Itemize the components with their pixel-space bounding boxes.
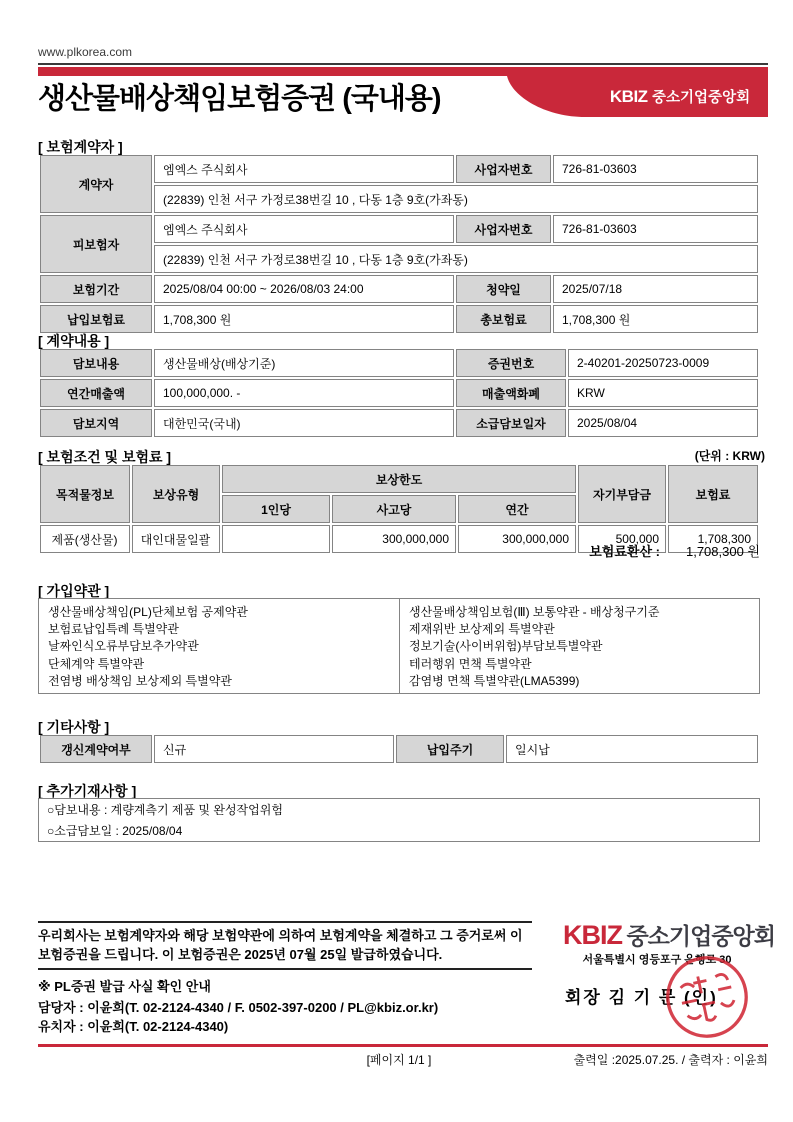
per-accident-value-cell: 300,000,000 [332, 525, 456, 553]
coverage-value-cell: 생산물배상(배상기준) [154, 349, 454, 377]
chairman-signature-line: 회장 김 기 문 (인) [565, 988, 718, 1007]
application-label-cell: 청약일 [456, 275, 551, 303]
insured-label-cell: 피보험자 [40, 215, 152, 273]
object-header-cell: 목적물정보 [40, 465, 130, 523]
insured-bizno-cell: 726-81-03603 [553, 215, 758, 243]
renewal-label-cell: 갱신계약여부 [40, 735, 152, 763]
table-row [40, 275, 758, 303]
contractor-address-cell: (22839) 인천 서구 가정로38번길 10 , 다동 1층 9호(가좌동) [154, 185, 758, 213]
sales-value-cell: 100,000,000. - [154, 379, 454, 407]
contractor-bizno-label-cell: 사업자번호 [456, 155, 551, 183]
issuance-notice: 우리회사는 보험계약자와 해당 보험약관에 의하여 보험계약을 체결하고 그 증거로써 이 보험증권을 드립니다. 이 보험증권은 2025년 07월 25일 발급하였습니다. [38, 928, 523, 962]
limit-group-header-cell: 보상한도 [222, 465, 576, 493]
org-address: 서울특별시 영등포구 은행로 30 [582, 954, 732, 966]
deductible-header-cell: 자기부담금 [578, 465, 666, 523]
kbiz-footer-org-name: 중소기업중앙회 [626, 923, 775, 949]
kbiz-footer-logo [563, 918, 775, 951]
type-header-cell: 보상유형 [132, 465, 220, 523]
kbiz-footer-brand: KBIZ [563, 920, 622, 950]
additional-line: ○담보내용 : 계량계측기 제품 및 완성작업위험 [47, 803, 283, 817]
insured-bizno-label-cell: 사업자번호 [456, 215, 551, 243]
insured-address-cell: (22839) 인천 서구 가정로38번길 10 , 다동 1층 9호(가좌동) [154, 245, 758, 273]
period-value-cell: 2025/08/04 00:00 ~ 2026/08/03 24:00 [154, 275, 454, 303]
period-label-cell: 보험기간 [40, 275, 152, 303]
currency-label-cell: 매출액화폐 [456, 379, 566, 407]
territory-label-cell: 담보지역 [40, 409, 152, 437]
payment-cycle-label-cell: 납입주기 [396, 735, 504, 763]
header-divider [38, 63, 768, 65]
additional-section-title: [ 추가기재사항 ] [38, 783, 137, 799]
manager-contact-line: 담당자 : 이윤희(T. 02-2124-4340 / F. 0502-397-0200 / PL@kbiz.or.kr) [38, 1000, 439, 1015]
website-url: www.plkorea.com [38, 45, 133, 59]
table-row [40, 409, 758, 437]
territory-value-cell: 대한민국(국내) [154, 409, 454, 437]
policy-no-label-cell: 증권번호 [456, 349, 566, 377]
pl-verification-title: ※ PL증권 발급 사실 확인 안내 [38, 979, 211, 994]
footer-divider-mid [38, 968, 532, 970]
clauses-left-column [39, 599, 399, 693]
clause-item: 정보기술(사이버위험)부담보특별약관 [409, 639, 603, 654]
clause-item: 전염병 배상책임 보상제외 특별약관 [48, 673, 232, 688]
footer-red-line [38, 1044, 768, 1047]
print-info: 출력일 :2025.07.25. / 출력자 : 이윤희 [573, 1053, 768, 1067]
clauses-right-column [399, 599, 759, 693]
clause-item: 감염병 면책 특별약관(LMA5399) [409, 673, 580, 688]
policyholder-table [38, 153, 760, 335]
premium-value-cell: 1,708,300 [668, 525, 758, 553]
insured-name-cell: 엠엑스 주식회사 [154, 215, 454, 243]
paid-premium-cell: 1,708,300 원 [154, 305, 454, 333]
unit-note: (단위 : KRW) [694, 449, 765, 463]
sales-label-cell: 연간매출액 [40, 379, 152, 407]
premium-conversion-line [38, 541, 760, 560]
policy-no-cell: 2-40201-20250723-0009 [568, 349, 758, 377]
clause-item: 생산물배상책임보험(Ⅲ) 보통약관 - 배상청구기준 [409, 605, 660, 620]
application-date-cell: 2025/07/18 [553, 275, 758, 303]
object-value-cell: 제품(생산물) [40, 525, 130, 553]
page-indicator: [페이지 1/1 ] [366, 1053, 432, 1067]
table-row [40, 349, 758, 377]
contractor-name-cell: 엠엑스 주식회사 [154, 155, 454, 183]
annual-value-cell: 300,000,000 [458, 525, 576, 553]
clauses-section-title: [ 가입약관 ] [38, 583, 110, 599]
clause-item: 생산물배상책임(PL)단체보험 공제약관 [48, 605, 248, 620]
coverage-label-cell: 담보내용 [40, 349, 152, 377]
kbiz-brand-text: KBIZ [609, 87, 648, 106]
contractor-bizno-cell: 726-81-03603 [553, 155, 758, 183]
table-header-row [40, 465, 758, 493]
type-value-cell: 대인대물일괄 [132, 525, 220, 553]
premium-header-cell: 보험료 [668, 465, 758, 523]
agent-contact-line: 유치자 : 이윤희(T. 02-2124-4340) [38, 1019, 229, 1034]
total-premium-cell: 1,708,300 원 [553, 305, 758, 333]
clause-item: 제재위반 보상제외 특별약관 [409, 622, 555, 637]
clause-item: 날짜인식오류부담보추가약관 [48, 639, 199, 654]
annual-header-cell: 연간 [458, 495, 576, 523]
deductible-value-cell: 500,000 [578, 525, 666, 553]
contract-section-title: [ 계약내용 ] [38, 333, 110, 349]
paid-premium-label-cell: 납입보험료 [40, 305, 152, 333]
additional-box [38, 798, 760, 842]
table-row [40, 379, 758, 407]
etc-table [38, 733, 760, 765]
retro-date-cell: 2025/08/04 [568, 409, 758, 437]
contractor-label-cell: 계약자 [40, 155, 152, 213]
conversion-value: 1,708,300 원 [685, 544, 760, 559]
table-row [40, 305, 758, 333]
contract-table [38, 347, 760, 439]
total-premium-label-cell: 총보험료 [456, 305, 551, 333]
additional-line: ○소급담보일 : 2025/08/04 [47, 824, 183, 838]
document-title: 생산물배상책임보험증권 (국내용) [38, 83, 441, 115]
clause-item: 단체계약 특별약관 [48, 656, 145, 671]
payment-cycle-value-cell: 일시납 [506, 735, 758, 763]
kbiz-org-text: 중소기업중앙회 [652, 90, 751, 106]
conditions-section-title: [ 보험조건 및 보험료 ] [38, 449, 172, 465]
official-seal-stamp [664, 954, 750, 1040]
conversion-label: 보험료환산 : [589, 544, 660, 559]
table-row [40, 735, 758, 763]
currency-value-cell: KRW [568, 379, 758, 407]
clause-item: 테러행위 면책 특별약관 [409, 656, 532, 671]
renewal-value-cell: 신규 [154, 735, 394, 763]
retro-label-cell: 소급담보일자 [456, 409, 566, 437]
footer-divider-top [38, 921, 532, 923]
etc-section-title: [ 기타사항 ] [38, 719, 110, 735]
table-row [40, 215, 758, 243]
table-row [40, 155, 758, 183]
kbiz-banner-logo [596, 86, 764, 107]
per-accident-header-cell: 사고당 [332, 495, 456, 523]
policyholder-section-title: [ 보험계약자 ] [38, 139, 123, 155]
clauses-box [38, 598, 760, 694]
per-person-header-cell: 1인당 [222, 495, 330, 523]
clause-item: 보험료납입특례 특별약관 [48, 622, 179, 637]
